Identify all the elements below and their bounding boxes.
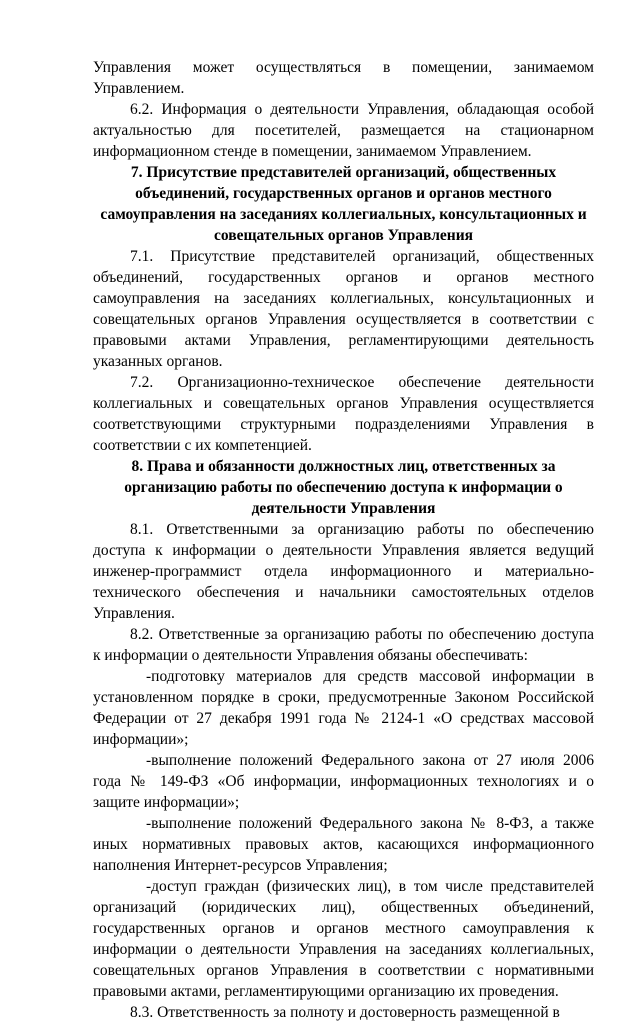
paragraph-8-2: 8.2. Ответственные за организацию работы по обеспечению доступа к информации о деятельности Управления обязаны обеспечивать: — [93, 626, 594, 664]
paragraph-continuation: Управления может осуществляться в помещении, занимаемом Управлением. — [93, 59, 594, 97]
paragraph-8-1: 8.1. Ответственными за организацию работы по обеспечению доступа к информации о деятельности Управления является ведущий инженер-программист отдела информационного и материально-технического обеспечения и начальники самостоятельных отделов Управления. — [93, 521, 594, 622]
section-8-heading: 8. Права и обязанности должностных лиц, ответственных за организацию работы по обеспечению доступа к информации о деятельности Управления — [124, 458, 563, 517]
list-item: -доступ граждан (физических лиц), в том числе представителей организаций (юридических лиц), общественных объединений, государственных органов и органов местного самоуправления к информации о деятельности Управления на заседаниях коллегиальных, совещательных органов Управления в соответствии с нормативными правовыми актами, регламентирующими организацию их проведения. — [93, 878, 594, 1000]
list-item: -выполнение положений Федерального закона № 8-ФЗ, а также иных нормативных правовых актов, касающихся информационного наполнения Интернет-ресурсов Управления; — [93, 815, 594, 874]
section-7-heading: 7. Присутствие представителей организаций, общественных объединений, государственных органов и органов местного самоуправления на заседаниях коллегиальных, консультационных и совещательных органов Управления — [100, 164, 587, 244]
list-item: -выполнение положений Федерального закона от 27 июля 2006 года № 149-ФЗ «Об информации, информационных технологиях и о защите информации»; — [93, 752, 594, 811]
paragraph-8-3: 8.3. Ответственность за полноту и достоверность размещенной в — [130, 1004, 560, 1021]
paragraph-6-2: 6.2. Информация о деятельности Управления, обладающая особой актуальностью для посетителей, размещается на стационарном информационном стенде в помещении, занимаемом Управлением. — [93, 101, 594, 160]
paragraph-7-1: 7.1. Присутствие представителей организаций, общественных объединений, государственных органов и органов местного самоуправления на заседаниях коллегиальных, консультационных и совещательных органов Управления осуществляется в соответствии с правовыми актами Управления, регламентирующими деятельность указанных органов. — [93, 248, 594, 370]
list-item: -подготовку материалов для средств массовой информации в установленном порядке в сроки, предусмотренные Законом Российской Федерации от 27 декабря 1991 года № 2124-1 «О средствах массовой информации»; — [93, 668, 594, 748]
paragraph-7-2: 7.2. Организационно-техническое обеспечение деятельности коллегиальных и совещательных органов Управления осуществляется соответствующими структурными подразделениями Управления в соответствии с их компетенцией. — [93, 374, 594, 454]
